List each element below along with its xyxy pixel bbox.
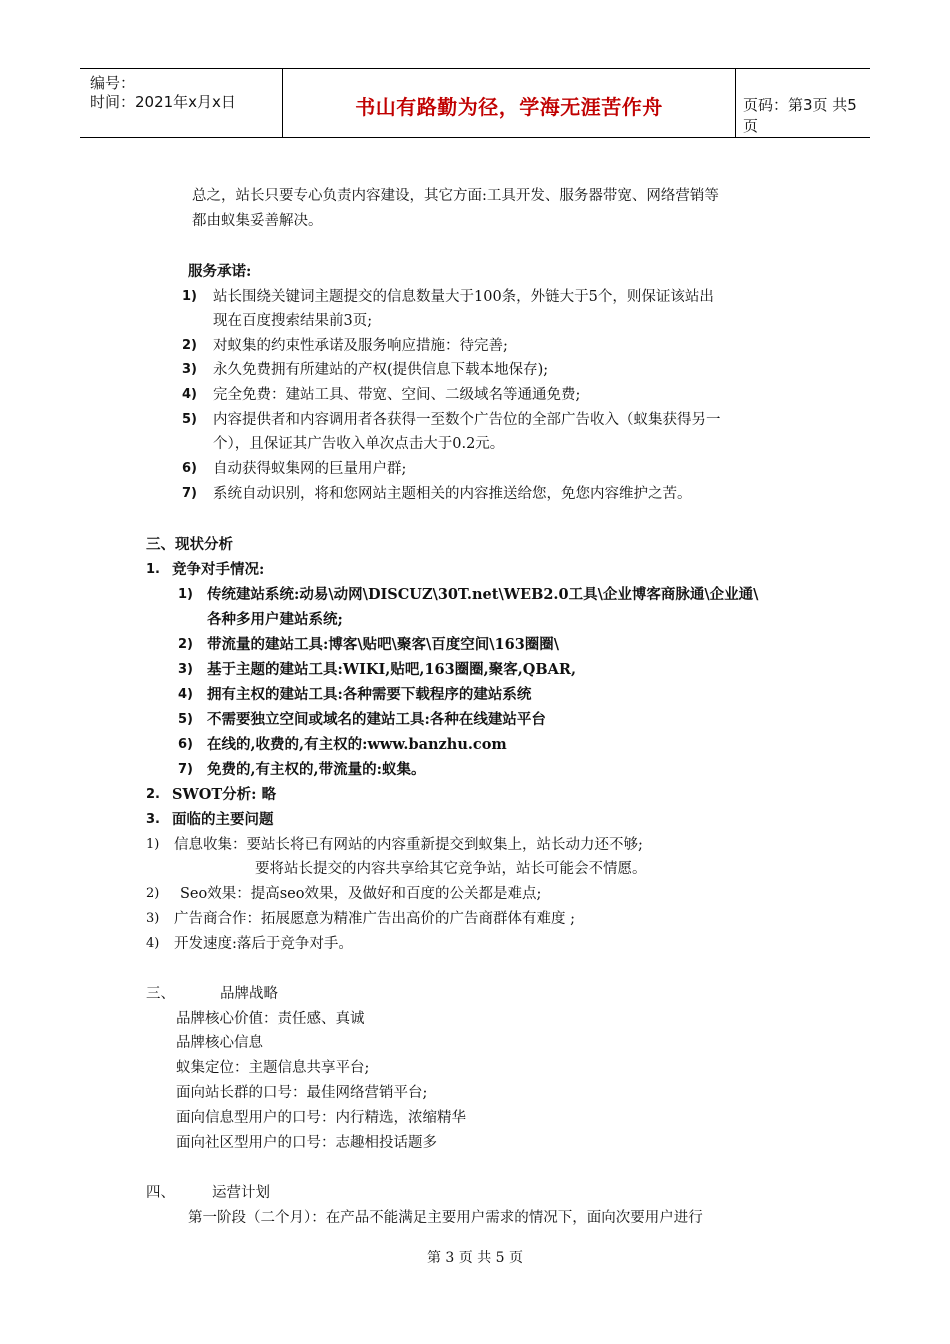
page-footer: 第 3 页 共 5 页 [426,1250,524,1266]
competitor-num: 3) [178,662,193,677]
service-item-num: 6) [182,461,197,476]
service-item-text: 站长围绕关键词主题提交的信息数量大于100条，外链大于5个，则保证该站出 [213,289,714,305]
service-title: 服务承诺: [188,263,252,280]
brand-section-num: 三、 [146,986,175,1002]
service-item-num: 1) [182,289,197,304]
problems-title: 面临的主要问题 [172,811,274,828]
competitor-text: 拥有主权的建站工具:各种需要下载程序的建站系统 [207,686,532,703]
competitor-num: 4) [178,687,193,702]
page-header [80,68,870,138]
problem-num: 1) [146,837,160,852]
header-motto: 书山有路勤为径，学海无涯苦作舟 [355,95,663,119]
competitor-num: 7) [178,762,193,777]
problem-text: 要将站长提交的内容共享给其它竞争站，站长可能会不情愿。 [255,861,647,877]
brand-line: 蚁集定位：主题信息共享平台; [176,1060,370,1076]
header-motto-cell [282,69,736,137]
service-item-text: 现在百度搜索结果前3页; [213,313,373,329]
competitor-text: 各种多用户建站系统; [207,611,343,628]
competitor-text: 基于主题的建站工具:WIKI,贴吧,163圈圈,聚客,QBAR, [207,661,576,678]
competitor-num: 2) [178,637,193,652]
problem-text: Seo效果：提高seo效果，及做好和百度的公关都是难点; [180,886,542,902]
service-item-num: 2) [182,338,197,353]
competitor-text: 不需要独立空间或域名的建站工具:各种在线建站平台 [207,711,546,728]
section-heading-status: 三、现状分析 [146,536,233,553]
service-item-text: 完全免费：建站工具、带宽、空间、二级域名等通通免费; [213,387,581,403]
service-item-text: 对蚁集的约束性承诺及服务响应措施：待完善; [213,338,508,354]
document-number-label: 编号： [90,74,136,92]
competitor-text: 免费的,有主权的,带流量的:蚁集。 [207,761,426,778]
service-item-num: 7) [182,486,197,501]
competitor-num: 1) [178,587,193,602]
competitor-num: 6) [178,737,193,752]
subsection-num: 1. [146,562,160,577]
problem-num: 4) [146,936,160,951]
intro-line-2: 都由蚁集妥善解决。 [192,213,323,229]
problem-text: 信息收集：要站长将已有网站的内容重新提交到蚁集上，站长动力还不够; [174,837,643,853]
header-page-cell [735,69,870,137]
intro-line-1: 总之，站长只要专心负责内容建设，其它方面:工具开发、服务器带宽、网络营销等 [192,188,719,204]
service-item-text: 内容提供者和内容调用者各获得一至数个广告位的全部广告收入（蚁集获得另一 [213,412,721,428]
problem-text: 广告商合作：拓展愿意为精准广告出高价的广告商群体有难度 ; [174,911,575,927]
competitor-text: 带流量的建站工具:博客\贴吧\聚客\百度空间\163圈圈\ [207,636,560,653]
ops-line: 第一阶段（二个月）：在产品不能满足主要用户需求的情况下，面向次要用户进行 [188,1210,703,1226]
competitor-text: 传统建站系统:动易\动网\DISCUZ\30T.net\WEB2.0工具\企业博客商脉通\企业通\ [207,586,759,603]
problem-num: 3) [146,911,160,926]
service-item-num: 4) [182,387,197,402]
competitor-text: 在线的,收费的,有主权的:www.banzhu.com [207,736,507,753]
brand-line: 品牌核心信息 [176,1035,263,1051]
brand-section-heading: 品牌战略 [220,986,278,1002]
problem-text: 开发速度:落后于竞争对手。 [174,936,353,952]
document-date-label: 时间：2021年x月x日 [90,93,236,111]
service-item-text: 个），且保证其广告收入单次点击大于0.2元。 [213,436,505,452]
brand-line: 面向信息型用户的口号：内行精选，浓缩精华 [176,1110,466,1126]
subsection-num: 2. [146,787,160,802]
swot-text: SWOT分析: 略 [172,786,277,803]
ops-section-num: 四、 [146,1185,175,1201]
problem-num: 2) [146,886,160,901]
subsection-num: 3. [146,812,160,827]
service-item-num: 3) [182,362,197,377]
service-item-num: 5) [182,412,197,427]
service-item-text: 系统自动识别，将和您网站主题相关的内容推送给您，免您内容维护之苦。 [213,486,692,502]
competitors-title: 竞争对手情况: [172,561,265,578]
header-meta-cell [80,69,282,137]
service-item-text: 自动获得蚁集网的巨量用户群; [213,461,407,477]
brand-line: 面向社区型用户的口号：志趣相投话题多 [176,1135,437,1151]
ops-section-heading: 运营计划 [212,1185,270,1201]
brand-line: 品牌核心价值：责任感、真诚 [176,1011,365,1027]
header-page-number: 页码：第3页 共5页 [743,96,857,135]
service-item-text: 永久免费拥有所建站的产权(提供信息下载本地保存); [213,362,549,378]
competitor-num: 5) [178,712,193,727]
brand-line: 面向站长群的口号：最佳网络营销平台; [176,1085,428,1101]
